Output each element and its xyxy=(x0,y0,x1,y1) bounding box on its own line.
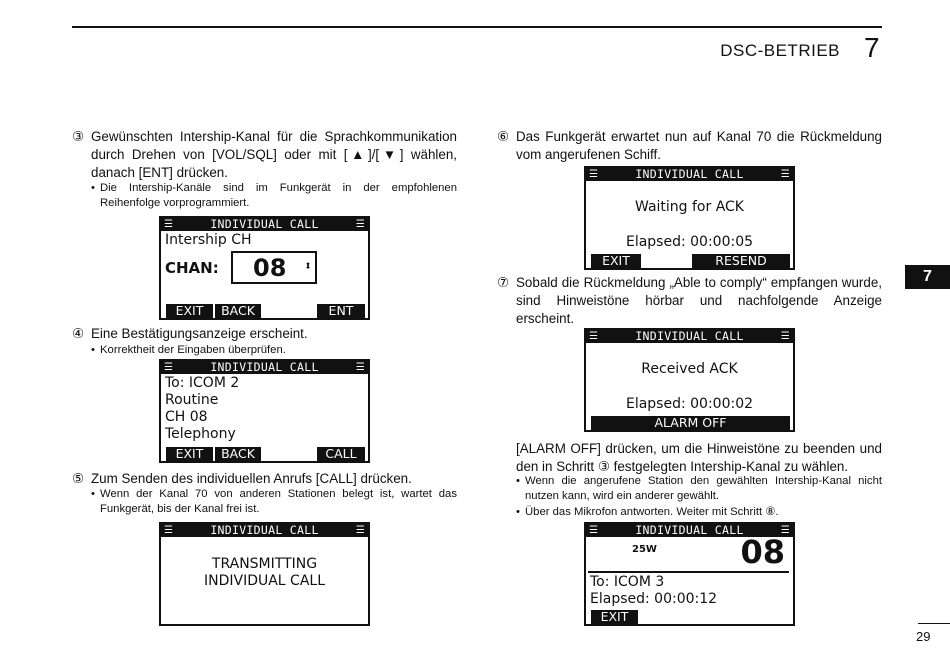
menu-icon: ☰ xyxy=(164,219,174,230)
instruction-text: [ALARM OFF] drücken, um die Hinweistöne zu beenden und den in Schritt ③ festgelegten Intership-Kanal zu wählen. xyxy=(516,441,882,474)
lcd-line-channel: CH 08 xyxy=(165,409,208,425)
lcd-title: INDIVIDUAL CALL xyxy=(210,217,319,231)
step-3-note: • Die Intership-Kanäle sind im Funkgerät in der empfohlenen Reihenfolge vorprogrammiert. xyxy=(91,182,457,209)
menu-icon: ☰ xyxy=(355,525,365,536)
menu-icon: ☰ xyxy=(589,331,599,342)
lcd-title-bar xyxy=(161,361,368,374)
footer-rule xyxy=(918,623,950,624)
lcd-title-bar xyxy=(161,524,368,537)
exit-softkey[interactable]: EXIT xyxy=(591,254,641,268)
lcd-title: INDIVIDUAL CALL xyxy=(635,167,744,181)
lcd-line-to: To: ICOM 2 xyxy=(165,375,240,391)
top-rule xyxy=(72,26,882,28)
ent-softkey[interactable]: ENT xyxy=(317,304,365,318)
menu-icon: ☰ xyxy=(164,525,174,536)
step-text: Das Funkgerät erwartet nun auf Kanal 70 die Rückmeldung vom angerufenen Schiff. xyxy=(516,129,882,162)
step-text: Sobald die Rückmeldung „Able to comply“ empfangen wurde, sind Hinweistöne hörbar und nachfolgende Anzeige erscheint. xyxy=(516,275,882,326)
step-4 xyxy=(72,325,457,343)
chapter-side-tab: 7 xyxy=(905,265,950,289)
note-text: Die Intership-Kanäle sind im Funkgerät in der empfohlenen Reihenfolge vorprogrammiert. xyxy=(100,182,457,209)
lcd-message: Waiting for ACK xyxy=(635,199,744,215)
exit-softkey[interactable]: EXIT xyxy=(166,304,213,318)
note-text: Korrektheit der Eingaben überprüfen. xyxy=(100,344,286,356)
lcd-title-bar xyxy=(586,168,793,181)
step-4-note: • Korrektheit der Eingaben überprüfen. xyxy=(91,344,286,356)
step-text: Gewünschten Intership-Kanal für die Sprachkommunikation durch Drehen von [VOL/SQL] oder mit [▲]/[▼] wählen, danach [ENT] drücken. xyxy=(91,129,457,180)
exit-softkey[interactable]: EXIT xyxy=(591,610,638,624)
lcd-title-bar xyxy=(161,218,368,231)
divider xyxy=(588,571,789,573)
step-7-note-2: • Über das Mikrofon antworten. Weiter mit Schritt ⑧. xyxy=(516,506,779,518)
elapsed-time: Elapsed: 00:00:05 xyxy=(625,234,754,250)
lcd-channel-display xyxy=(584,522,795,626)
menu-icon: ☰ xyxy=(780,169,790,180)
lcd-line: Intership CH xyxy=(165,232,252,248)
menu-icon: ☰ xyxy=(780,525,790,536)
step-5 xyxy=(72,470,457,488)
step-7-note-1: • Wenn die angerufene Station den gewählten Intership-Kanal nicht nutzen kann, wird ein anderer gewählt. xyxy=(516,475,882,502)
back-softkey[interactable]: BACK xyxy=(215,447,261,461)
lcd-transmitting xyxy=(159,522,370,626)
resend-softkey[interactable]: RESEND xyxy=(692,254,790,268)
lcd-waiting-ack xyxy=(584,166,795,270)
lcd-message: Received ACK xyxy=(641,361,738,377)
menu-icon: ☰ xyxy=(355,362,365,373)
page-header-title: DSC-BETRIEB xyxy=(720,41,840,60)
step-7 xyxy=(497,274,882,328)
step-3 xyxy=(72,128,457,182)
channel-value: 08 xyxy=(253,254,287,282)
lcd-line-to: To: ICOM 3 xyxy=(590,574,665,590)
call-softkey[interactable]: CALL xyxy=(317,447,365,461)
elapsed-time: Elapsed: 00:00:12 xyxy=(590,591,718,607)
lcd-intership-channel xyxy=(159,216,370,320)
menu-icon: ☰ xyxy=(780,331,790,342)
elapsed-time: Elapsed: 00:00:02 xyxy=(625,396,754,412)
lcd-line: INDIVIDUAL CALL xyxy=(203,573,326,589)
step-number: ⑤ xyxy=(72,471,85,486)
note-text: Wenn die angerufene Station den gewählten Intership-Kanal nicht nutzen kann, wird ein anderer gewählt. xyxy=(525,475,882,502)
menu-icon: ☰ xyxy=(589,525,599,536)
step-number: ③ xyxy=(72,129,85,144)
step-6 xyxy=(497,128,882,164)
channel-number: 08 xyxy=(740,533,785,571)
back-softkey[interactable]: BACK xyxy=(215,304,261,318)
lcd-title: INDIVIDUAL CALL xyxy=(635,329,744,343)
step-number: ④ xyxy=(72,326,85,341)
menu-icon: ☰ xyxy=(589,169,599,180)
lcd-line-mode: Telephony xyxy=(165,426,236,442)
lcd-line: TRANSMITTING xyxy=(211,556,318,572)
alarm-off-softkey[interactable]: ALARM OFF xyxy=(591,416,790,430)
lcd-title: INDIVIDUAL CALL xyxy=(210,523,319,537)
menu-icon: ☰ xyxy=(164,362,174,373)
step-7-instruction xyxy=(516,440,882,476)
up-down-arrow-icon: ⬍ xyxy=(304,259,312,274)
lcd-confirmation xyxy=(159,359,370,463)
menu-icon: ☰ xyxy=(355,219,365,230)
note-text: Wenn der Kanal 70 von anderen Stationen belegt ist, wartet das Funkgerät, bis der Kanal frei ist. xyxy=(100,488,457,515)
chapter-number: 7 xyxy=(864,32,880,63)
step-number: ⑦ xyxy=(497,275,510,290)
lcd-received-ack xyxy=(584,328,795,432)
note-text: Über das Mikrofon antworten. Weiter mit Schritt ⑧. xyxy=(525,506,779,518)
lcd-title: INDIVIDUAL CALL xyxy=(210,360,319,374)
exit-softkey[interactable]: EXIT xyxy=(166,447,213,461)
step-5-note: • Wenn der Kanal 70 von anderen Stationen belegt ist, wartet das Funkgerät, bis der Kanal frei ist. xyxy=(91,488,457,515)
page-number: 29 xyxy=(916,629,931,644)
lcd-title-bar xyxy=(586,330,793,343)
lcd-title: INDIVIDUAL CALL xyxy=(635,523,744,537)
power-indicator: 25W xyxy=(632,544,657,555)
lcd-line-priority: Routine xyxy=(165,392,219,408)
step-text: Eine Bestätigungsanzeige erscheint. xyxy=(91,326,308,341)
step-text: Zum Senden des individuellen Anrufs [CALL] drücken. xyxy=(91,471,412,486)
channel-selector[interactable] xyxy=(231,251,317,284)
chan-label: CHAN: xyxy=(165,259,219,277)
step-number: ⑥ xyxy=(497,129,510,144)
